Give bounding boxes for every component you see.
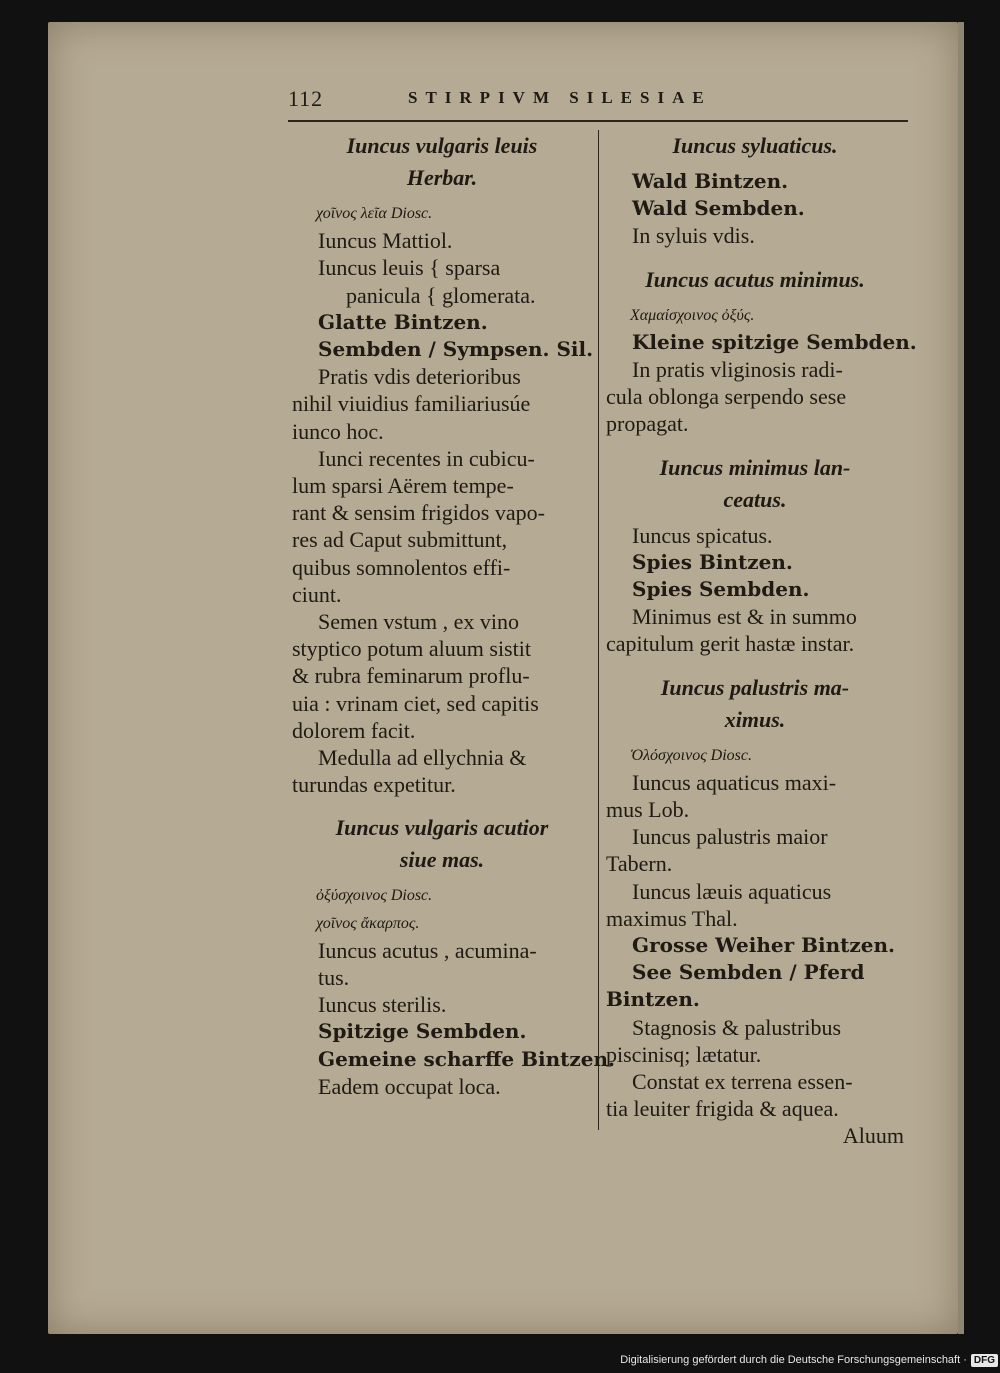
text-line: ciunt. [292, 581, 342, 607]
text-line: Minimus est & in summo [632, 604, 857, 630]
text-line: Kleine spitzige Sembden. [632, 329, 917, 354]
heading-line: ceatus. [723, 486, 787, 512]
heading-line: Iuncus acutus minimus. [645, 266, 865, 292]
text-line: Iuncus leuis { sparsa [318, 255, 501, 281]
section-heading [606, 130, 904, 162]
text-line: ὀξύσχοινος Diosc. [316, 887, 433, 905]
text-line: Spitzige Sembden. [318, 1019, 527, 1044]
text-line: Semen vstum , ex vino [318, 609, 520, 635]
page-edge [958, 22, 964, 1334]
text-line: Gemeine scharffe Bintzen. [318, 1046, 615, 1071]
text-line: Spies Sembden. [632, 577, 810, 602]
text-line: & rubra feminarum proflu- [292, 663, 530, 689]
text-line: dolorem facit. [292, 717, 416, 743]
text-line: χοῖνος λεῖα Diosc. [316, 205, 433, 222]
text-line: Sembden / Sympsen. Sil. [318, 337, 594, 362]
text-line: Iuncus acutus , acumina- [318, 937, 537, 963]
text-line: uia : vrinam ciet, sed capitis [292, 690, 539, 716]
heading-line: ximus. [724, 706, 786, 732]
text-line: Tabern. [606, 851, 673, 877]
text-line: χοῖνος ἄκαρπος. [316, 914, 420, 932]
heading-line: Iuncus syluaticus. [672, 133, 838, 158]
section-heading [292, 130, 592, 194]
text-line: piscinisq; lætatur. [606, 1041, 762, 1067]
text-line: quibus somnolentos effi- [292, 554, 511, 580]
text-line: Pratis vdis deterioribus [318, 364, 521, 390]
column-divider [598, 130, 599, 1130]
running-head [288, 86, 908, 114]
text-line: In syluis vdis. [632, 223, 755, 249]
text-line: capitulum gerit hastæ instar. [606, 631, 855, 657]
text-line: nihil viuidius familiariusúe [292, 391, 531, 417]
text-line: rant & sensim frigidos vapo- [292, 500, 545, 526]
text-line: Stagnosis & palustribus [632, 1014, 842, 1040]
text-line: Wald Bintzen. [632, 169, 789, 193]
digitization-credit [600, 1350, 998, 1370]
text-line: panicula { glomerata. [346, 282, 536, 308]
catchword: Aluum [842, 1123, 904, 1149]
heading-line: siue mas. [399, 847, 485, 873]
running-title: STIRPIVM SILESIAE [408, 88, 712, 107]
text-line: maximus Thal. [606, 905, 738, 931]
text-line: styptico potum aluum sistit [292, 636, 531, 662]
text-line: Spies Bintzen. [632, 549, 793, 574]
section-heading [606, 672, 904, 736]
text-line: Iuncus læuis aquaticus [632, 878, 832, 904]
section-heading [606, 264, 904, 296]
text-line: Constat ex terrena essen- [632, 1069, 853, 1095]
text-line: cula oblonga serpendo sese [606, 384, 847, 410]
page-number: 112 [288, 86, 324, 111]
text-line: Iunci recentes in cubicu- [318, 445, 535, 471]
text-line: Medulla ad ellychnia & [318, 745, 527, 771]
text-line: iunco hoc. [292, 418, 384, 444]
text-line: In pratis vliginosis radi- [632, 357, 843, 383]
heading-line: Iuncus vulgaris acutior [335, 815, 549, 841]
text-line: Iuncus palustris maior [632, 824, 828, 850]
section-heading [292, 812, 592, 876]
dfg-logo: DFG [971, 1354, 998, 1367]
text-line: Ὁλόσχοινος Diosc. [630, 746, 753, 764]
left-column [292, 130, 615, 1100]
text-line: lum sparsi Aërem tempe- [292, 473, 514, 499]
text-line: Wald Sembden. [632, 196, 805, 221]
text-line: tus. [318, 965, 350, 991]
text-line: turundas expetitur. [292, 772, 456, 798]
text-line: res ad Caput submittunt, [292, 527, 508, 553]
text-line: Glatte Bintzen. [318, 309, 488, 334]
text-line: Iuncus sterilis. [318, 992, 447, 1018]
section-heading [606, 452, 904, 516]
text-line: Grosse Weiher Bintzen. [632, 933, 895, 958]
text-line: Χαμαίσχοινος ὀξύς. [630, 306, 755, 324]
heading-line: Iuncus minimus lan- [659, 454, 851, 480]
text-line: Iuncus Mattiol. [318, 228, 453, 254]
heading-line: Herbar. [406, 165, 478, 190]
text-line: mus Lob. [606, 797, 690, 823]
heading-line: Iuncus vulgaris leuis [346, 133, 538, 158]
text-line: Bintzen. [606, 987, 700, 1012]
heading-line: Iuncus palustris ma- [660, 674, 850, 700]
text-line: tia leuiter frigida & aquea. [606, 1096, 839, 1122]
credit-text: Digitalisierung gefördert durch die Deutsche Forschungsgemeinschaft · [620, 1354, 967, 1366]
text-line: Iuncus spicatus. [632, 522, 773, 548]
text-line: Eadem occupat loca. [318, 1073, 501, 1099]
text-line: Iuncus aquaticus maxi- [632, 769, 837, 795]
text-line: See Sembden / Pferd [632, 960, 865, 985]
header-rule [288, 120, 908, 122]
text-line: propagat. [606, 411, 689, 437]
right-column [606, 130, 917, 1150]
